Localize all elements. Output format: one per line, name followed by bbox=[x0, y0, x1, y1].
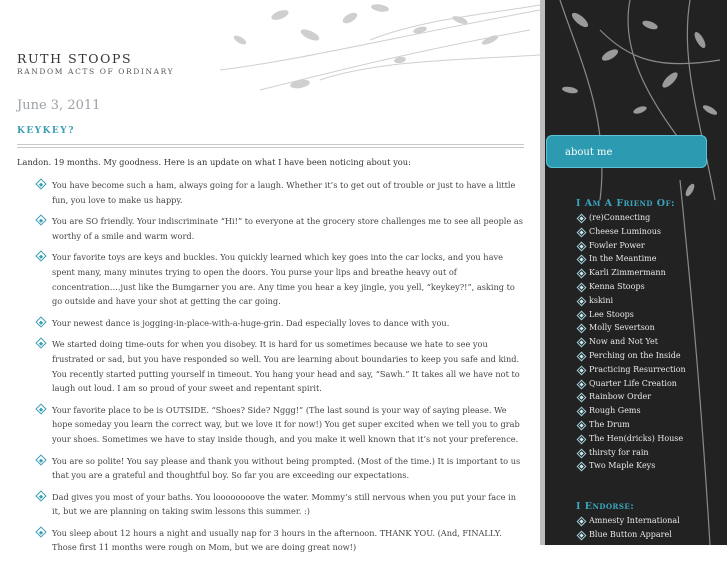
list-item-text: Dad gives you most of your baths. You loooooooove the water. Mommy’s still nervous when you put your face in it, but we are planning on taking swim lessons this summer. :) bbox=[52, 491, 517, 517]
sidebar-link-label: thirsty for rain bbox=[589, 447, 649, 457]
sidebar-link[interactable] bbox=[577, 252, 717, 266]
sidebar-link-label: Lee Stoops bbox=[589, 309, 634, 319]
site-tagline: RANDOM ACTS OF ORDINARY bbox=[17, 67, 175, 76]
sidebar-link[interactable] bbox=[577, 377, 717, 391]
diamond-bullet-icon bbox=[577, 269, 587, 279]
diamond-bullet-icon bbox=[577, 352, 587, 362]
diamond-bullet-icon bbox=[35, 338, 46, 349]
sidebar-link-label: The Hen(dricks) House bbox=[589, 433, 684, 443]
diamond-bullet-icon bbox=[577, 434, 587, 444]
post-intro: Landon. 19 months. My goodness. Here is an update on what I have been noticing about you: bbox=[17, 157, 411, 167]
diamond-bullet-icon bbox=[35, 526, 46, 537]
sidebar-edge bbox=[540, 0, 545, 545]
sidebar-link-label: Karli Zimmermann bbox=[589, 268, 666, 278]
sidebar-link-label: Fowler Power bbox=[589, 240, 645, 250]
diamond-bullet-icon bbox=[577, 393, 587, 403]
diamond-bullet-icon bbox=[577, 448, 587, 458]
diamond-bullet-icon bbox=[35, 454, 46, 465]
list-item bbox=[37, 490, 525, 519]
sidebar-link[interactable] bbox=[577, 404, 717, 418]
sidebar-link-label: Now and Not Yet bbox=[589, 337, 658, 347]
site-title[interactable]: RUTH STOOPS bbox=[17, 51, 133, 66]
diamond-bullet-icon bbox=[577, 227, 587, 237]
sidebar-link[interactable] bbox=[577, 294, 717, 308]
sidebar-link-label: Two Maple Keys bbox=[589, 461, 656, 471]
sidebar-link-label: kskini bbox=[589, 295, 614, 305]
diamond-bullet-icon bbox=[577, 324, 587, 334]
sidebar-link[interactable] bbox=[577, 266, 717, 280]
about-me-label: about me bbox=[565, 147, 613, 158]
sidebar-link[interactable] bbox=[577, 363, 717, 377]
sidebar-link-label: Rough Gems bbox=[589, 406, 641, 416]
sidebar-link[interactable] bbox=[577, 459, 717, 473]
sidebar-link[interactable] bbox=[577, 432, 717, 446]
sidebar-link[interactable] bbox=[577, 225, 717, 239]
list-item-text: You have become such a ham, always going for a laugh. Whether it’s to get out of trouble or just to have a little fun, you love to make us happy. bbox=[52, 180, 516, 205]
sidebar-link[interactable] bbox=[577, 280, 717, 294]
diamond-bullet-icon bbox=[577, 379, 587, 389]
diamond-bullet-icon bbox=[35, 251, 46, 262]
sidebar-link[interactable] bbox=[577, 239, 717, 253]
sidebar-link-label: Molly Severtson bbox=[589, 323, 655, 333]
list-item-text: Your favorite place to be is OUTSIDE. “Shoes? Side? Nggg!” (The last sound is your way of saying please. We hope someday you learn the correct way, but we love it for now!) You get super excited when we tell you to grab your shoes. Sometimes we have to stay inside though, and you make it well known that it’s not your preference. bbox=[52, 404, 520, 444]
diamond-bullet-icon bbox=[577, 310, 587, 320]
diamond-bullet-icon bbox=[577, 462, 587, 472]
endorse-heading: I Endorse: bbox=[576, 501, 635, 512]
list-item bbox=[37, 454, 525, 483]
sidebar-link[interactable] bbox=[577, 528, 717, 542]
sidebar-link-label: (re)Connecting bbox=[589, 213, 651, 222]
sidebar-link-label: Amnesty International bbox=[589, 516, 680, 525]
sidebar-link[interactable] bbox=[577, 418, 717, 432]
sidebar-link[interactable] bbox=[577, 446, 717, 460]
sidebar-link[interactable] bbox=[577, 321, 717, 335]
sidebar-link-label: Cheese Luminous bbox=[589, 226, 661, 236]
sidebar-link-label: Kenna Stoops bbox=[589, 281, 645, 291]
floral-decoration bbox=[220, 0, 540, 100]
list-item bbox=[37, 214, 525, 243]
friends-list bbox=[577, 211, 717, 473]
list-item bbox=[37, 316, 525, 331]
list-item-text: You are so polite! You say please and thank you without being prompted. (Most of the time.) It is important to us that you are a grateful and thoughtful boy. So far you are exceeding our expectations. bbox=[52, 455, 521, 481]
diamond-bullet-icon bbox=[35, 403, 46, 414]
sidebar-link[interactable] bbox=[577, 390, 717, 404]
diamond-bullet-icon bbox=[577, 517, 587, 527]
about-me-tab[interactable] bbox=[546, 135, 707, 168]
diamond-bullet-icon bbox=[35, 490, 46, 501]
diamond-bullet-icon bbox=[577, 365, 587, 375]
sidebar-link-label: Rainbow Order bbox=[589, 392, 652, 402]
sidebar-link[interactable] bbox=[577, 349, 717, 363]
divider bbox=[17, 144, 524, 148]
sidebar-link[interactable] bbox=[577, 308, 717, 322]
diamond-bullet-icon bbox=[577, 255, 587, 265]
endorse-list bbox=[577, 514, 717, 542]
sidebar-link-label: Blue Button Apparel bbox=[589, 529, 672, 539]
diamond-bullet-icon bbox=[577, 241, 587, 251]
diamond-bullet-icon bbox=[577, 530, 587, 540]
sidebar-link[interactable] bbox=[577, 211, 717, 225]
diamond-bullet-icon bbox=[35, 215, 46, 226]
sidebar-link-label: In the Meantime bbox=[589, 254, 657, 264]
sidebar-link-label: The Drum bbox=[589, 419, 630, 429]
list-item bbox=[37, 250, 525, 308]
sidebar-link-label: Perching on the Inside bbox=[589, 350, 681, 360]
post-date: June 3, 2011 bbox=[17, 98, 101, 113]
sidebar-link-label: Quarter Life Creation bbox=[589, 378, 677, 388]
diamond-bullet-icon bbox=[35, 178, 46, 189]
diamond-bullet-icon bbox=[577, 283, 587, 293]
sidebar-link[interactable] bbox=[577, 335, 717, 349]
list-item bbox=[37, 178, 525, 207]
list-item bbox=[37, 526, 525, 555]
post-title[interactable]: KEYKEY? bbox=[17, 126, 75, 136]
diamond-bullet-icon bbox=[577, 296, 587, 306]
diamond-bullet-icon bbox=[35, 316, 46, 327]
diamond-bullet-icon bbox=[577, 421, 587, 431]
list-item-text: Your newest dance is jogging-in-place-with-a-huge-grin. Dad especially loves to dance with you. bbox=[52, 317, 450, 328]
diamond-bullet-icon bbox=[577, 407, 587, 417]
list-item bbox=[37, 403, 525, 447]
post-list bbox=[37, 178, 525, 562]
diamond-bullet-icon bbox=[577, 338, 587, 348]
sidebar-link-label: Practicing Resurrection bbox=[589, 364, 686, 374]
list-item-text: You are SO friendly. Your indiscriminate “Hi!” to everyone at the grocery store challenges me to see all people as worthy of a smile and warm word. bbox=[52, 216, 523, 241]
list-item-text: Your favorite toys are keys and buckles. You quickly learned which key goes into the car locks, and you have spent many, many minutes trying to open the doors. You purse your lips and breathe heavy out of concentration….just like the Bumgarner you are. Any time you hear a key jingle, you yell, “keykey?!”, asking to go outside and have your shot at getting the car going. bbox=[52, 252, 515, 307]
sidebar-link[interactable] bbox=[577, 514, 717, 528]
friends-heading: I Am A Friend Of: bbox=[576, 198, 676, 209]
list-item-text: You sleep about 12 hours a night and usually nap for 3 hours in the afternoon. THANK YOU. (And, FINALLY. Those first 11 months were rough on Mom, but we are doing great now!) bbox=[52, 527, 502, 553]
list-item-text: We started doing time-outs for when you disobey. It is hard for us sometimes because we hate to see you frustrated or sad, but you have responded so well. You are learning about boundaries to keep you safe and kind. You recently started putting yourself in timeout. You hang your head and say, “Sawh.” It takes all we have not to laugh out loud. I am so proud of your sweet and repentant spirit. bbox=[52, 339, 520, 394]
diamond-bullet-icon bbox=[577, 214, 587, 224]
list-item bbox=[37, 337, 525, 395]
